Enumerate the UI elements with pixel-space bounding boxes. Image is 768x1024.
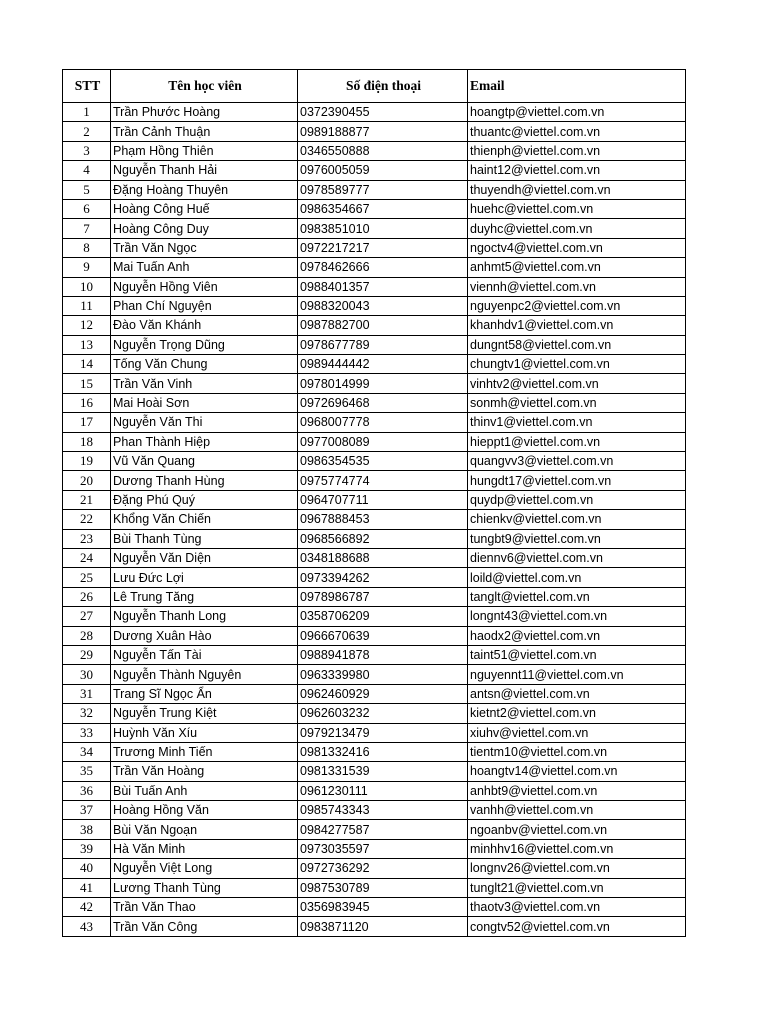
table-row: [63, 374, 686, 393]
phone-number: 0972696468: [298, 393, 468, 412]
student-name: Mai Tuấn Anh: [111, 258, 298, 277]
table-row: [63, 742, 686, 761]
row-stt: 12: [63, 316, 111, 335]
phone-number: 0986354667: [298, 199, 468, 218]
table-row: [63, 548, 686, 567]
row-stt: 8: [63, 238, 111, 257]
email-address: anhmt5@viettel.com.vn: [468, 258, 686, 277]
table-row: [63, 568, 686, 587]
student-name: Nguyễn Hồng Viên: [111, 277, 298, 296]
email-address: chungtv1@viettel.com.vn: [468, 355, 686, 374]
phone-number: 0972736292: [298, 859, 468, 878]
student-roster-table: [62, 69, 686, 937]
student-name: Nguyễn Trọng Dũng: [111, 335, 298, 354]
email-address: vinhtv2@viettel.com.vn: [468, 374, 686, 393]
student-name: Trần Văn Hoàng: [111, 762, 298, 781]
row-stt: 20: [63, 471, 111, 490]
phone-number: 0988941878: [298, 645, 468, 664]
email-address: haint12@viettel.com.vn: [468, 161, 686, 180]
student-name: Nguyễn Việt Long: [111, 859, 298, 878]
student-name: Trần Văn Vinh: [111, 374, 298, 393]
email-address: huehc@viettel.com.vn: [468, 199, 686, 218]
student-name: Đào Văn Khánh: [111, 316, 298, 335]
row-stt: 13: [63, 335, 111, 354]
email-address: vanhh@viettel.com.vn: [468, 801, 686, 820]
table-row: [63, 122, 686, 141]
student-name: Huỳnh Văn Xíu: [111, 723, 298, 742]
student-name: Đặng Hoàng Thuyên: [111, 180, 298, 199]
row-stt: 42: [63, 898, 111, 917]
phone-number: 0356983945: [298, 898, 468, 917]
row-stt: 15: [63, 374, 111, 393]
email-address: thuantc@viettel.com.vn: [468, 122, 686, 141]
student-name: Dương Xuân Hào: [111, 626, 298, 645]
table-row: [63, 859, 686, 878]
row-stt: 9: [63, 258, 111, 277]
phone-number: 0372390455: [298, 103, 468, 122]
email-address: duyhc@viettel.com.vn: [468, 219, 686, 238]
phone-number: 0961230111: [298, 781, 468, 800]
phone-number: 0988320043: [298, 296, 468, 315]
phone-number: 0989188877: [298, 122, 468, 141]
email-address: quangvv3@viettel.com.vn: [468, 452, 686, 471]
phone-number: 0963339980: [298, 665, 468, 684]
table-row: [63, 490, 686, 509]
table-header: [63, 70, 686, 103]
row-stt: 5: [63, 180, 111, 199]
table-row: [63, 238, 686, 257]
student-name: Hoàng Công Huế: [111, 199, 298, 218]
student-name: Trần Cảnh Thuận: [111, 122, 298, 141]
student-name: Vũ Văn Quang: [111, 452, 298, 471]
row-stt: 26: [63, 587, 111, 606]
row-stt: 40: [63, 859, 111, 878]
phone-number: 0967888453: [298, 510, 468, 529]
row-stt: 19: [63, 452, 111, 471]
email-address: kietnt2@viettel.com.vn: [468, 704, 686, 723]
student-name: Trần Văn Ngọc: [111, 238, 298, 257]
table-row: [63, 413, 686, 432]
header-phone-number: Số điện thoại: [298, 70, 468, 103]
phone-number: 0962460929: [298, 684, 468, 703]
student-name: Trương Minh Tiến: [111, 742, 298, 761]
table-row: [63, 704, 686, 723]
row-stt: 7: [63, 219, 111, 238]
phone-number: 0966670639: [298, 626, 468, 645]
phone-number: 0973394262: [298, 568, 468, 587]
email-address: longnv26@viettel.com.vn: [468, 859, 686, 878]
student-name: Phan Chí Nguyện: [111, 296, 298, 315]
table-row: [63, 607, 686, 626]
table-row: [63, 839, 686, 858]
row-stt: 31: [63, 684, 111, 703]
email-address: viennh@viettel.com.vn: [468, 277, 686, 296]
table-row: [63, 432, 686, 451]
student-name: Bùi Thanh Tùng: [111, 529, 298, 548]
table-row: [63, 199, 686, 218]
student-name: Khổng Văn Chiến: [111, 510, 298, 529]
phone-number: 0978462666: [298, 258, 468, 277]
table-row: [63, 684, 686, 703]
email-address: hieppt1@viettel.com.vn: [468, 432, 686, 451]
email-address: haodx2@viettel.com.vn: [468, 626, 686, 645]
email-address: congtv52@viettel.com.vn: [468, 917, 686, 936]
row-stt: 3: [63, 141, 111, 160]
email-address: sonmh@viettel.com.vn: [468, 393, 686, 412]
email-address: hungdt17@viettel.com.vn: [468, 471, 686, 490]
student-name: Hoàng Công Duy: [111, 219, 298, 238]
header-email: Email: [468, 70, 686, 103]
phone-number: 0983851010: [298, 219, 468, 238]
student-name: Đặng Phú Quý: [111, 490, 298, 509]
row-stt: 22: [63, 510, 111, 529]
table-row: [63, 277, 686, 296]
table-row: [63, 898, 686, 917]
email-address: tunglt21@viettel.com.vn: [468, 878, 686, 897]
table-row: [63, 529, 686, 548]
student-name: Bùi Tuấn Anh: [111, 781, 298, 800]
row-stt: 25: [63, 568, 111, 587]
table-row: [63, 626, 686, 645]
table-row: [63, 141, 686, 160]
phone-number: 0986354535: [298, 452, 468, 471]
row-stt: 34: [63, 742, 111, 761]
table-row: [63, 762, 686, 781]
phone-number: 0972217217: [298, 238, 468, 257]
phone-number: 0962603232: [298, 704, 468, 723]
email-address: antsn@viettel.com.vn: [468, 684, 686, 703]
student-name: Nguyễn Thành Nguyên: [111, 665, 298, 684]
row-stt: 10: [63, 277, 111, 296]
table-row: [63, 180, 686, 199]
table-row: [63, 645, 686, 664]
email-address: khanhdv1@viettel.com.vn: [468, 316, 686, 335]
student-name: Dương Thanh Hùng: [111, 471, 298, 490]
student-name: Hà Văn Minh: [111, 839, 298, 858]
email-address: thinv1@viettel.com.vn: [468, 413, 686, 432]
student-name: Lương Thanh Tùng: [111, 878, 298, 897]
table-row: [63, 316, 686, 335]
row-stt: 16: [63, 393, 111, 412]
phone-number: 0968566892: [298, 529, 468, 548]
table-row: [63, 335, 686, 354]
phone-number: 0964707711: [298, 490, 468, 509]
table-row: [63, 510, 686, 529]
phone-number: 0978986787: [298, 587, 468, 606]
student-name: Phạm Hồng Thiên: [111, 141, 298, 160]
email-address: ngoanbv@viettel.com.vn: [468, 820, 686, 839]
phone-number: 0978589777: [298, 180, 468, 199]
row-stt: 4: [63, 161, 111, 180]
table-row: [63, 781, 686, 800]
row-stt: 17: [63, 413, 111, 432]
email-address: ngoctv4@viettel.com.vn: [468, 238, 686, 257]
table-row: [63, 665, 686, 684]
phone-number: 0346550888: [298, 141, 468, 160]
table-row: [63, 355, 686, 374]
student-name: Trần Phước Hoàng: [111, 103, 298, 122]
row-stt: 38: [63, 820, 111, 839]
phone-number: 0973035597: [298, 839, 468, 858]
student-name: Bùi Văn Ngoạn: [111, 820, 298, 839]
email-address: thuyendh@viettel.com.vn: [468, 180, 686, 199]
email-address: tanglt@viettel.com.vn: [468, 587, 686, 606]
email-address: nguyenpc2@viettel.com.vn: [468, 296, 686, 315]
student-name: Nguyễn Tấn Tài: [111, 645, 298, 664]
row-stt: 36: [63, 781, 111, 800]
phone-number: 0978677789: [298, 335, 468, 354]
table-row: [63, 161, 686, 180]
phone-number: 0985743343: [298, 801, 468, 820]
row-stt: 14: [63, 355, 111, 374]
email-address: taint51@viettel.com.vn: [468, 645, 686, 664]
row-stt: 39: [63, 839, 111, 858]
row-stt: 6: [63, 199, 111, 218]
header-student-name: Tên học viên: [111, 70, 298, 103]
row-stt: 18: [63, 432, 111, 451]
phone-number: 0977008089: [298, 432, 468, 451]
row-stt: 27: [63, 607, 111, 626]
student-name: Hoàng Hồng Văn: [111, 801, 298, 820]
email-address: dungnt58@viettel.com.vn: [468, 335, 686, 354]
email-address: diennv6@viettel.com.vn: [468, 548, 686, 567]
phone-number: 0983871120: [298, 917, 468, 936]
table-body: [63, 103, 686, 937]
row-stt: 41: [63, 878, 111, 897]
student-name: Phan Thành Hiệp: [111, 432, 298, 451]
table-row: [63, 587, 686, 606]
email-address: minhhv16@viettel.com.vn: [468, 839, 686, 858]
student-name: Nguyễn Thanh Hải: [111, 161, 298, 180]
email-address: anhbt9@viettel.com.vn: [468, 781, 686, 800]
table-row: [63, 917, 686, 936]
row-stt: 1: [63, 103, 111, 122]
row-stt: 33: [63, 723, 111, 742]
email-address: chienkv@viettel.com.vn: [468, 510, 686, 529]
phone-number: 0981332416: [298, 742, 468, 761]
student-name: Tống Văn Chung: [111, 355, 298, 374]
student-name: Trang Sĩ Ngọc Ẩn: [111, 684, 298, 703]
row-stt: 35: [63, 762, 111, 781]
phone-number: 0988401357: [298, 277, 468, 296]
phone-number: 0348188688: [298, 548, 468, 567]
email-address: xiuhv@viettel.com.vn: [468, 723, 686, 742]
row-stt: 28: [63, 626, 111, 645]
table-row: [63, 219, 686, 238]
email-address: longnt43@viettel.com.vn: [468, 607, 686, 626]
table-row: [63, 820, 686, 839]
table-row: [63, 258, 686, 277]
row-stt: 32: [63, 704, 111, 723]
row-stt: 2: [63, 122, 111, 141]
table-row: [63, 296, 686, 315]
table-row: [63, 723, 686, 742]
email-address: hoangtv14@viettel.com.vn: [468, 762, 686, 781]
row-stt: 11: [63, 296, 111, 315]
header-row: [63, 70, 686, 103]
email-address: tientm10@viettel.com.vn: [468, 742, 686, 761]
email-address: hoangtp@viettel.com.vn: [468, 103, 686, 122]
table-row: [63, 878, 686, 897]
student-name: Mai Hoài Sơn: [111, 393, 298, 412]
row-stt: 37: [63, 801, 111, 820]
email-address: nguyennt11@viettel.com.vn: [468, 665, 686, 684]
email-address: thaotv3@viettel.com.vn: [468, 898, 686, 917]
phone-number: 0987882700: [298, 316, 468, 335]
student-name: Nguyễn Văn Thi: [111, 413, 298, 432]
phone-number: 0979213479: [298, 723, 468, 742]
phone-number: 0976005059: [298, 161, 468, 180]
row-stt: 24: [63, 548, 111, 567]
student-name: Trần Văn Công: [111, 917, 298, 936]
table-row: [63, 103, 686, 122]
email-address: thienph@viettel.com.vn: [468, 141, 686, 160]
phone-number: 0978014999: [298, 374, 468, 393]
email-address: tungbt9@viettel.com.vn: [468, 529, 686, 548]
phone-number: 0968007778: [298, 413, 468, 432]
phone-number: 0981331539: [298, 762, 468, 781]
row-stt: 23: [63, 529, 111, 548]
student-name: Nguyễn Văn Diện: [111, 548, 298, 567]
student-name: Nguyễn Thanh Long: [111, 607, 298, 626]
table-row: [63, 452, 686, 471]
header-stt: STT: [63, 70, 111, 103]
table-row: [63, 471, 686, 490]
phone-number: 0975774774: [298, 471, 468, 490]
row-stt: 43: [63, 917, 111, 936]
phone-number: 0989444442: [298, 355, 468, 374]
student-name: Lê Trung Tăng: [111, 587, 298, 606]
email-address: loild@viettel.com.vn: [468, 568, 686, 587]
table-row: [63, 801, 686, 820]
phone-number: 0358706209: [298, 607, 468, 626]
table-row: [63, 393, 686, 412]
row-stt: 29: [63, 645, 111, 664]
student-name: Trần Văn Thao: [111, 898, 298, 917]
phone-number: 0984277587: [298, 820, 468, 839]
row-stt: 21: [63, 490, 111, 509]
student-name: Nguyễn Trung Kiệt: [111, 704, 298, 723]
student-name: Lưu Đức Lợi: [111, 568, 298, 587]
row-stt: 30: [63, 665, 111, 684]
phone-number: 0987530789: [298, 878, 468, 897]
email-address: quydp@viettel.com.vn: [468, 490, 686, 509]
